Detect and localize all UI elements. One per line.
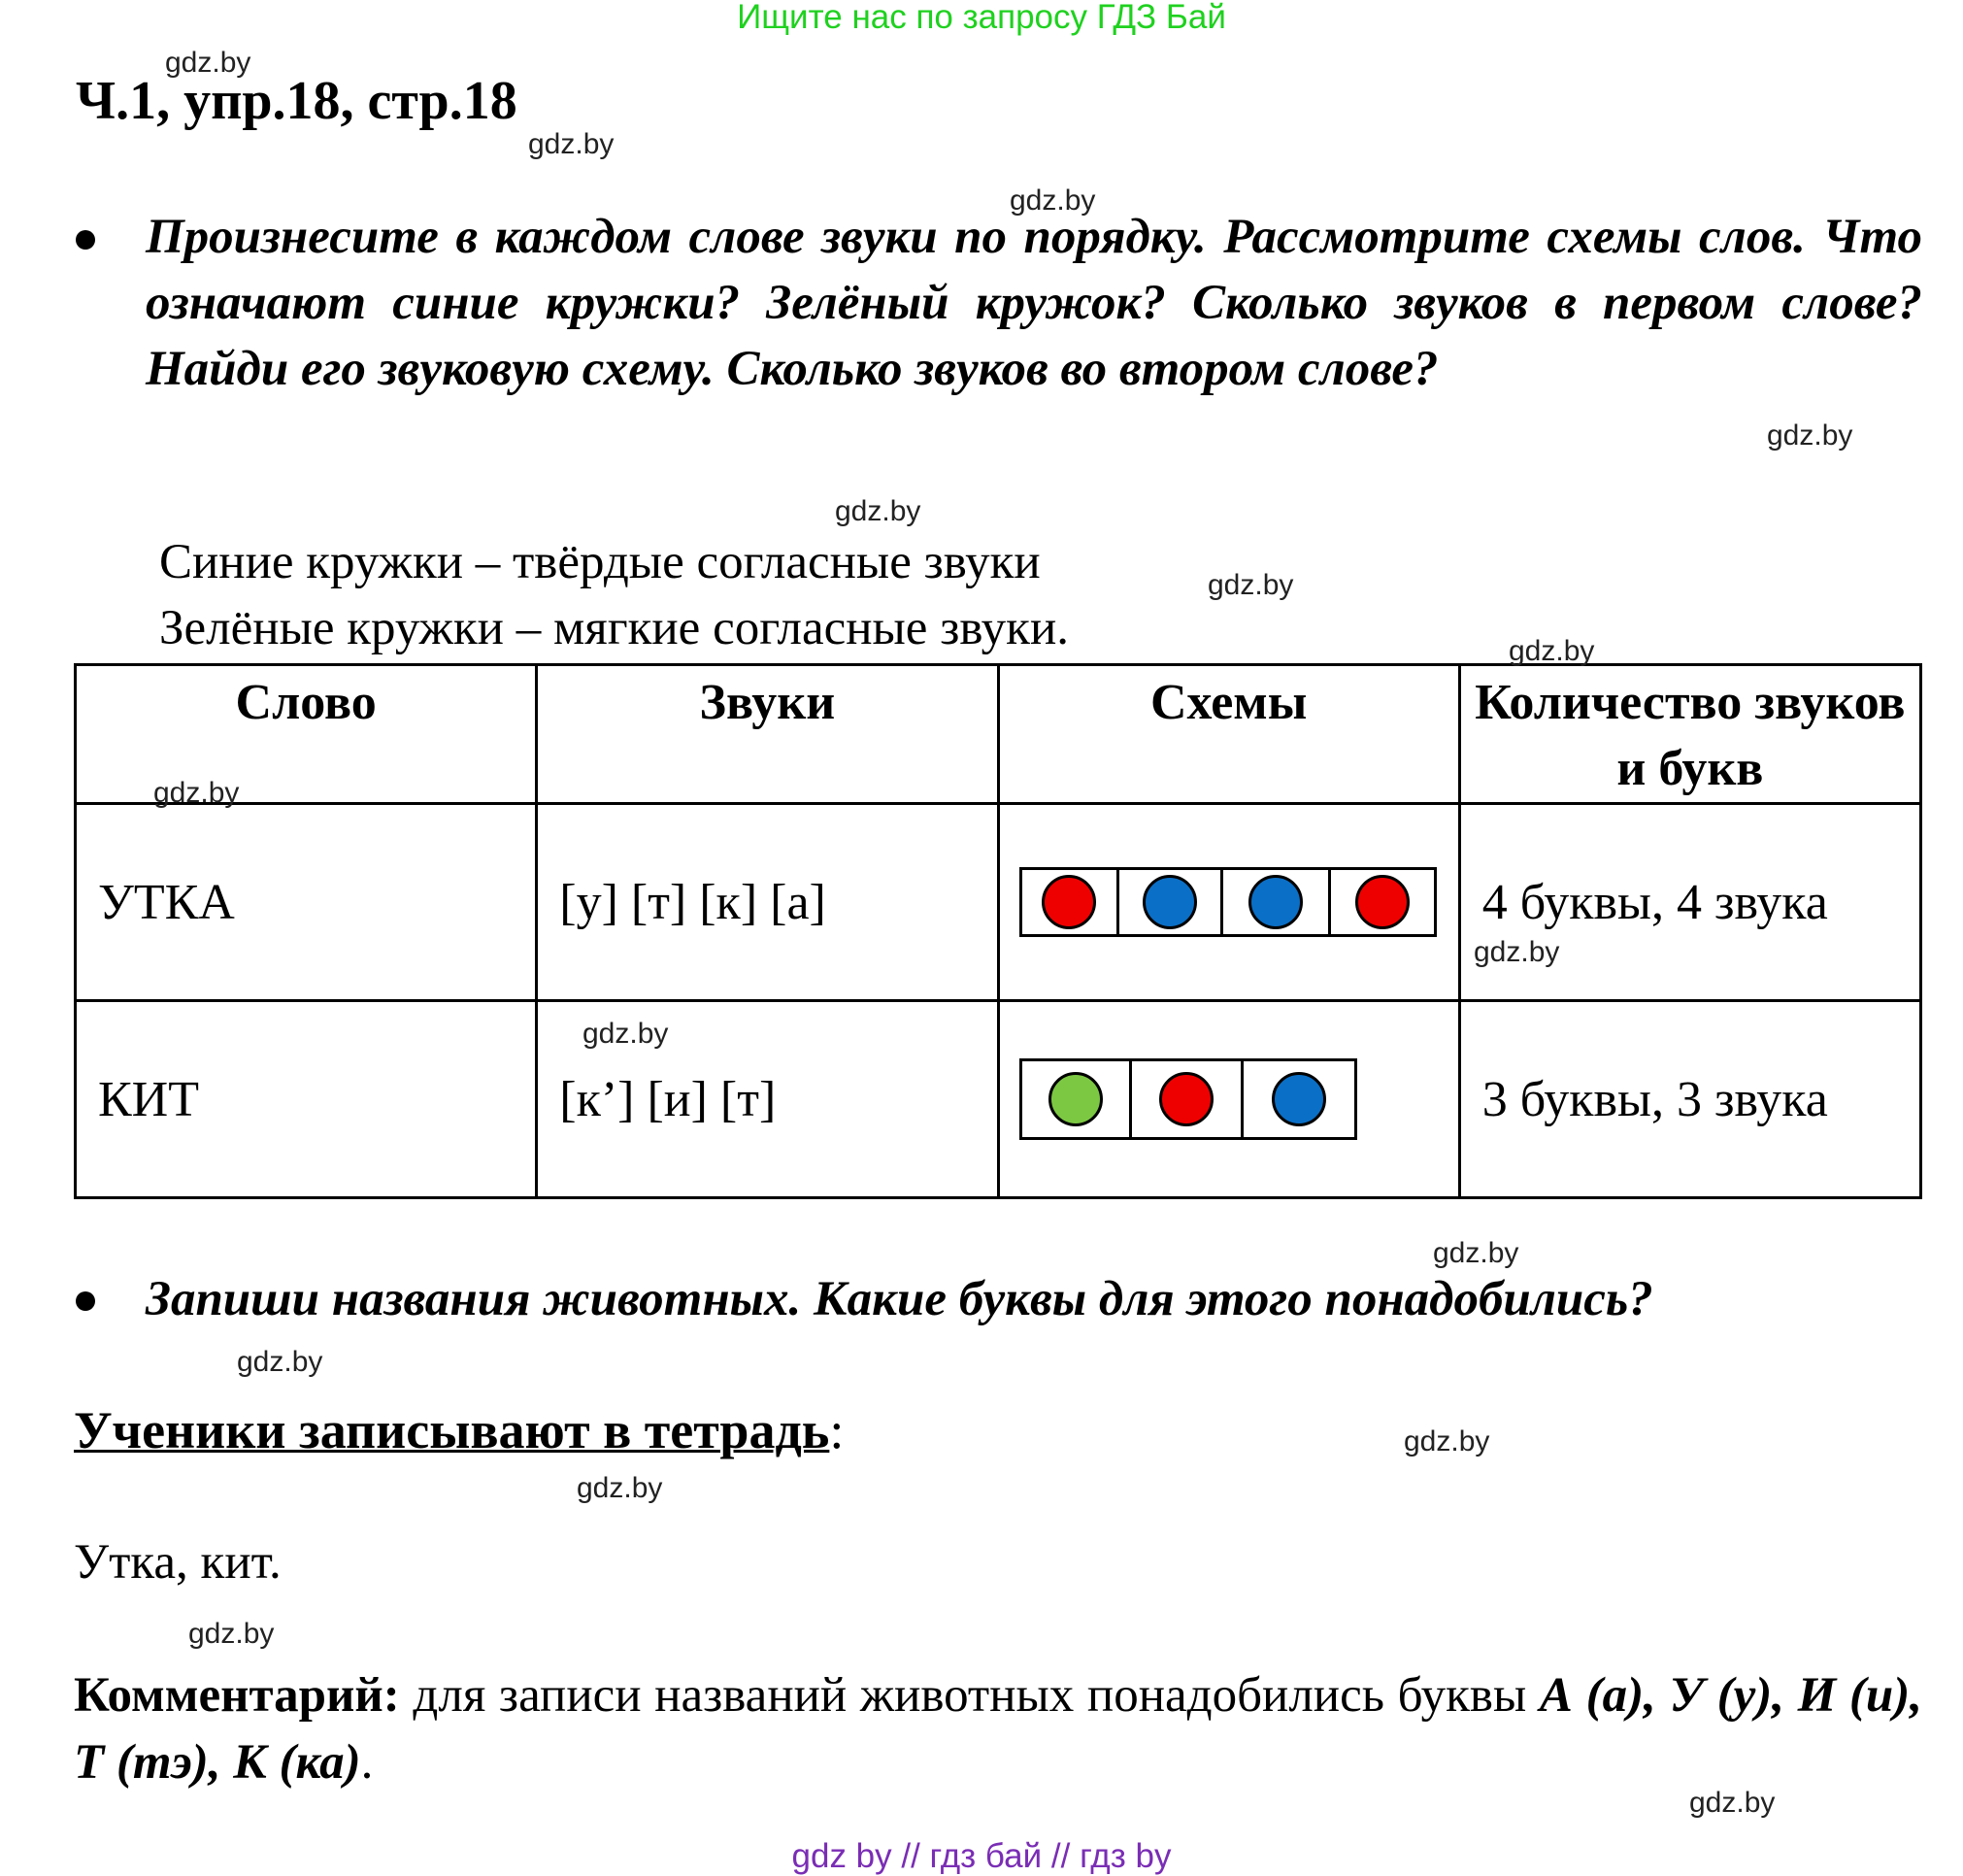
sounds-cell: [у] [т] [к] [а] (537, 804, 998, 1001)
watermark: gdz.by (1404, 1425, 1490, 1457)
sounds-table (74, 663, 1922, 1199)
watermark: gdz.by (153, 777, 240, 809)
comment-end: . (360, 1735, 374, 1790)
header-schemes: Схемы (998, 665, 1459, 804)
notebook-heading (74, 1400, 844, 1460)
scheme-cell (998, 1001, 1459, 1198)
sound-scheme (1019, 1058, 1357, 1140)
task-2-text: Запиши названия животных. Какие буквы для этого понадобились? (146, 1272, 1653, 1326)
answer-line-2: Зелёные кружки – мягкие согласные звуки. (159, 601, 1070, 655)
comment-label: Комментарий: (74, 1668, 400, 1723)
bullet-dot (76, 230, 95, 250)
page-title: Ч.1, упр.18, стр.18 (76, 71, 517, 131)
scheme-box (1331, 870, 1434, 934)
scheme-circle (1048, 1072, 1103, 1126)
watermark: gdz.by (1474, 936, 1560, 968)
watermark: gdz.by (577, 1472, 663, 1504)
scheme-box (1132, 1061, 1244, 1137)
table-row (76, 804, 1921, 1001)
notebook-heading-colon: : (829, 1401, 845, 1459)
watermark: gdz.by (237, 1346, 323, 1378)
sounds-cell: [к’] [и] [т] (537, 1001, 998, 1198)
watermark: gdz.by (1767, 419, 1853, 452)
scheme-circle (1355, 875, 1410, 929)
footer-links: gdz by // гдз бай // гдз by (791, 1837, 1172, 1875)
scheme-circle (1042, 875, 1096, 929)
word-cell: КИТ (76, 1001, 537, 1198)
scheme-circle (1143, 875, 1197, 929)
comment (74, 1662, 1922, 1796)
watermark: gdz.by (1208, 569, 1294, 601)
watermark: gdz.by (528, 128, 615, 160)
task-1-text: Произнесите в каждом слове звуки по порядку. Рассмотрите схемы слов. Что означают синие кружки? Зелёный кружок? Сколько звуков в первом слове? Найди его звуковую схему. Сколько звуков во втором слове? (146, 210, 1922, 396)
scheme-circle (1248, 875, 1303, 929)
bullet-dot (76, 1291, 95, 1311)
scheme-box (1022, 870, 1120, 934)
watermark: gdz.by (1433, 1237, 1519, 1269)
watermark: gdz.by (1010, 184, 1096, 217)
notebook-heading-text: Ученики записывают в тетрадь (74, 1401, 830, 1459)
comment-text: для записи названий животных понадобились буквы (399, 1668, 1540, 1723)
watermark: gdz.by (188, 1618, 275, 1650)
header-word: Слово (76, 665, 537, 804)
scheme-box (1223, 870, 1331, 934)
scheme-box (1244, 1061, 1354, 1137)
watermark: gdz.by (1509, 635, 1595, 667)
scheme-cell (998, 804, 1459, 1001)
header-count: Количество звуков и букв (1459, 665, 1920, 804)
comment-letters: А (а), У (у), И (и), Т (тэ), К (ка) (74, 1668, 1922, 1790)
count-cell: 4 буквы, 4 звука (1459, 804, 1920, 1001)
scheme-circle (1272, 1072, 1326, 1126)
table-row (76, 1001, 1921, 1198)
watermark: gdz.by (835, 495, 921, 527)
table-header-row (76, 665, 1921, 804)
scheme-box (1119, 870, 1223, 934)
watermark: gdz.by (165, 47, 251, 79)
scheme-circle (1159, 1072, 1214, 1126)
sound-scheme (1019, 867, 1437, 937)
header-sounds: Звуки (537, 665, 998, 804)
watermark: gdz.by (582, 1018, 669, 1050)
scheme-box (1022, 1061, 1132, 1137)
count-cell: 3 буквы, 3 звука (1459, 1001, 1920, 1198)
answer-line-1: Синие кружки – твёрдые согласные звуки (159, 535, 1041, 589)
top-banner: Ищите нас по запросу ГДЗ Бай (737, 0, 1226, 36)
notebook-text: Утка, кит. (74, 1535, 282, 1590)
watermark: gdz.by (1689, 1787, 1776, 1819)
word-cell: УТКА (76, 804, 537, 1001)
